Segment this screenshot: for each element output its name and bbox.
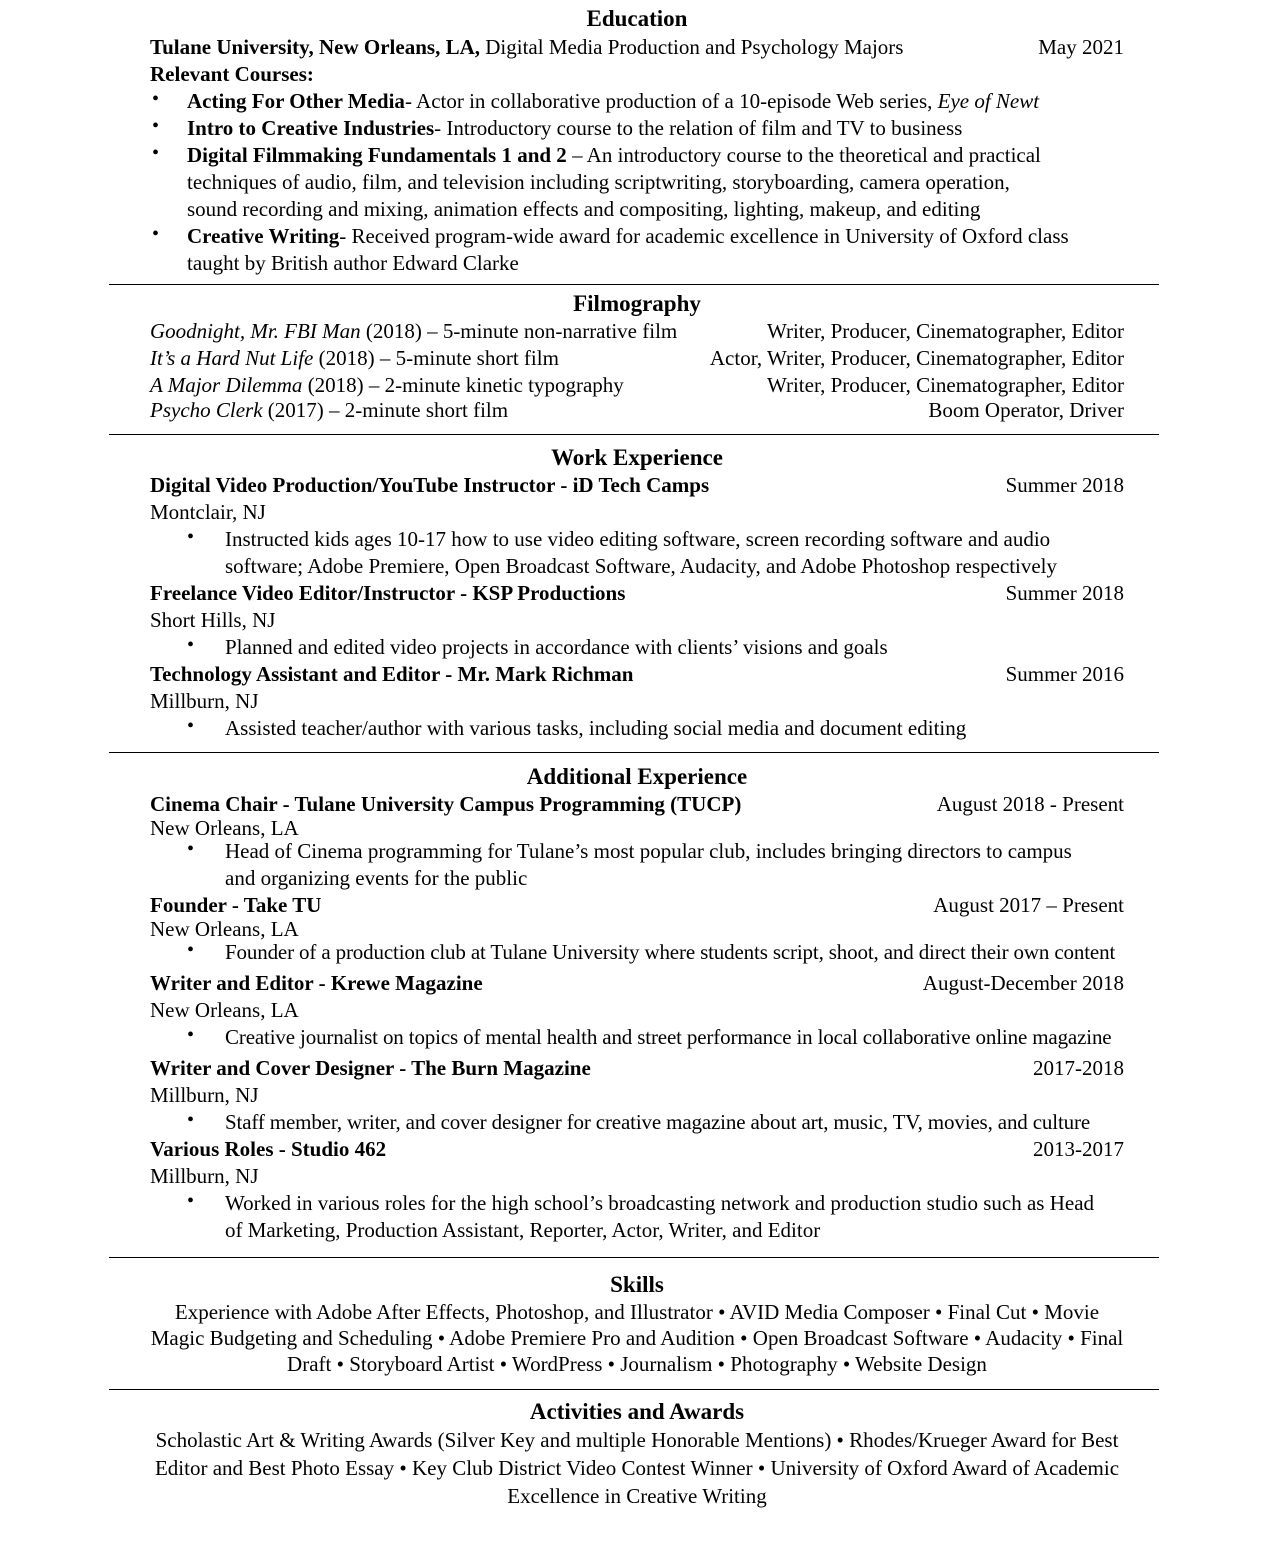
school-majors: Digital Media Production and Psychology Majors bbox=[480, 35, 904, 59]
education-date: May 2021 bbox=[1038, 35, 1124, 59]
section-divider bbox=[109, 434, 1159, 435]
education-school-row bbox=[150, 34, 1124, 61]
additional-bullet: • Founder of a production club at Tulane University where students script, shoot, and direct their own content bbox=[150, 939, 1124, 966]
additional-location: New Orleans, LA bbox=[150, 917, 299, 941]
job-title-row: Technology Assistant and Editor - Mr. Mark Richman Summer 2016 bbox=[150, 662, 1124, 686]
additional-location: Millburn, NJ bbox=[150, 1083, 259, 1107]
course-item: • Intro to Creative Industries- Introductory course to the relation of film and TV to business bbox=[150, 115, 1124, 142]
activities-section bbox=[150, 1398, 1124, 1510]
additional-bullet: • Creative journalist on topics of mental health and street performance in local collaborative online magazine bbox=[150, 1024, 1124, 1051]
additional-location: New Orleans, LA bbox=[150, 998, 299, 1022]
course-item: • Creative Writing- Received program-wide award for academic excellence in University of Oxford class taught by British author Edward Clarke bbox=[150, 223, 1124, 277]
education-heading: Education bbox=[586, 6, 688, 31]
additional-heading: Additional Experience bbox=[526, 764, 748, 789]
activities-text: Scholastic Art & Writing Awards (Silver Key and multiple Honorable Mentions) • Rhodes/Krueger Award for Best Editor and Best Photo Essay • Key Club District Video Contest Winner • University of Oxford Award of Academic Excellence in Creative Writing bbox=[154, 1428, 1120, 1508]
section-divider bbox=[109, 1257, 1159, 1258]
filmography-heading: Filmography bbox=[573, 291, 701, 316]
additional-title-row: Various Roles - Studio 462 2013-2017 bbox=[150, 1137, 1124, 1161]
additional-bullet: • Staff member, writer, and cover designer for creative magazine about art, music, TV, movies, and culture bbox=[150, 1109, 1124, 1136]
skills-section bbox=[150, 1271, 1124, 1377]
film-row: A Major Dilemma (2018) – 2-minute kinetic typography Writer, Producer, Cinematographer, Editor bbox=[150, 373, 1124, 397]
film-row: Psycho Clerk (2017) – 2-minute short film Boom Operator, Driver bbox=[150, 398, 1124, 422]
education-section bbox=[150, 5, 1124, 277]
job-bullet: • Assisted teacher/author with various tasks, including social media and document editing bbox=[150, 715, 1124, 742]
section-divider bbox=[109, 284, 1159, 285]
section-divider bbox=[109, 752, 1159, 753]
filmography-section bbox=[150, 290, 1124, 421]
additional-title-row: Writer and Cover Designer - The Burn Magazine 2017-2018 bbox=[150, 1056, 1124, 1080]
film-row: Goodnight, Mr. FBI Man (2018) – 5-minute non-narrative film Writer, Producer, Cinematographer, Editor bbox=[150, 319, 1124, 343]
job-title-row: Freelance Video Editor/Instructor - KSP Productions Summer 2018 bbox=[150, 581, 1124, 605]
additional-title-row: Founder - Take TU August 2017 – Present bbox=[150, 893, 1124, 917]
job-title-row: Digital Video Production/YouTube Instructor - iD Tech Camps Summer 2018 bbox=[150, 473, 1124, 497]
course-item: • Acting For Other Media- Actor in collaborative production of a 10-episode Web series, Eye of Newt bbox=[150, 88, 1124, 115]
additional-title-row: Writer and Editor - Krewe Magazine August-December 2018 bbox=[150, 971, 1124, 995]
job-bullet: • Planned and edited video projects in accordance with clients’ visions and goals bbox=[150, 634, 1124, 661]
additional-section bbox=[150, 763, 1124, 1244]
film-row: It’s a Hard Nut Life (2018) – 5-minute short film Actor, Writer, Producer, Cinematographer, Editor bbox=[150, 346, 1124, 370]
skills-text: Experience with Adobe After Effects, Photoshop, and Illustrator • AVID Media Composer • Final Cut • Movie Magic Budgeting and Scheduling • Adobe Premiere Pro and Audition • Open Broadcast Software • Audacity • Final Draft • Storyboard Artist • WordPress • Journalism • Photography • Website Design bbox=[150, 1300, 1124, 1376]
job-location: Millburn, NJ bbox=[150, 689, 259, 713]
additional-bullet: • Head of Cinema programming for Tulane’s most popular club, includes bringing directors to campus and organizing events for the public bbox=[150, 838, 1124, 892]
job-location: Montclair, NJ bbox=[150, 500, 266, 524]
skills-heading: Skills bbox=[610, 1272, 664, 1297]
additional-title-row: Cinema Chair - Tulane University Campus Programming (TUCP) August 2018 - Present bbox=[150, 792, 1124, 816]
section-divider bbox=[109, 1389, 1159, 1390]
courses-label: Relevant Courses: bbox=[150, 62, 314, 86]
course-item: • Digital Filmmaking Fundamentals 1 and 2 – An introductory course to the theoretical and practical techniques of audio, film, and television including scriptwriting, storyboarding, camera operation, sound recording and mixing, animation effects and compositing, lighting, makeup, and editing bbox=[150, 142, 1124, 223]
work-section bbox=[150, 444, 1124, 742]
job-bullet: • Instructed kids ages 10-17 how to use video editing software, screen recording software and audio software; Adobe Premiere, Open Broadcast Software, Audacity, and Adobe Photoshop respectively bbox=[150, 526, 1124, 580]
additional-location: New Orleans, LA bbox=[150, 816, 299, 840]
additional-location: Millburn, NJ bbox=[150, 1164, 259, 1188]
additional-bullet: • Worked in various roles for the high school’s broadcasting network and production studio such as Head of Marketing, Production Assistant, Reporter, Actor, Writer, and Editor bbox=[150, 1190, 1124, 1244]
job-location: Short Hills, NJ bbox=[150, 608, 276, 632]
activities-heading: Activities and Awards bbox=[529, 1399, 745, 1424]
work-heading: Work Experience bbox=[551, 445, 723, 470]
school-name: Tulane University, New Orleans, LA, bbox=[150, 35, 480, 59]
